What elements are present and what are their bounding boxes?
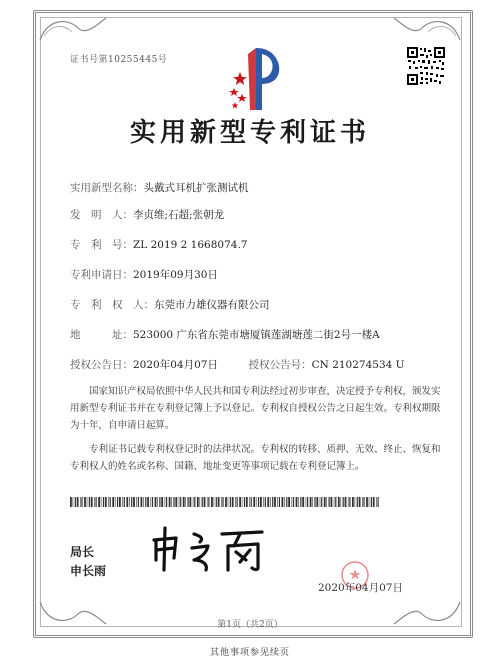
barcode-bar — [96, 497, 97, 507]
barcode-bar — [147, 497, 149, 507]
barcode-bar — [197, 497, 199, 507]
barcode-bar — [190, 497, 192, 507]
signature-date: 2020年04月07日 — [318, 582, 403, 594]
barcode-bar — [124, 497, 125, 507]
barcode-bar — [91, 497, 93, 507]
barcode-bar — [298, 497, 299, 507]
director-title: 局长 — [70, 545, 95, 559]
barcode-bar — [157, 497, 158, 507]
barcode-bar — [260, 497, 262, 507]
barcode-bar — [251, 497, 252, 507]
barcode-bar — [334, 497, 335, 507]
barcode-bar — [277, 497, 278, 507]
barcode-bar — [324, 497, 326, 507]
barcode-bar — [343, 497, 344, 507]
barcode-strip — [70, 497, 380, 507]
barcode-bar — [321, 497, 322, 507]
barcode-bar — [145, 497, 146, 507]
barcode-bar — [133, 497, 135, 507]
barcode-bar — [362, 497, 363, 507]
barcode-bar — [143, 497, 144, 507]
barcode-bar — [355, 497, 356, 507]
barcode-bar — [293, 497, 294, 507]
field-value: 2020年04月07日 — [133, 359, 218, 371]
barcode-bar — [216, 497, 217, 507]
field-grant-date — [70, 357, 405, 372]
barcode-bar — [161, 497, 163, 507]
barcode-bar — [352, 497, 354, 507]
barcode-bar — [376, 497, 377, 507]
field-value: 2019年09月30日 — [133, 269, 218, 281]
barcode-bar — [122, 497, 123, 507]
barcode-bar — [115, 497, 116, 507]
barcode-bar — [180, 497, 181, 507]
barcode-bar — [173, 497, 174, 507]
barcode-bar — [218, 497, 220, 507]
field-patentee — [70, 297, 270, 312]
barcode-bar — [208, 497, 209, 507]
barcode-bar — [228, 497, 229, 507]
barcode-bar — [129, 497, 130, 507]
barcode-bar — [89, 497, 90, 507]
barcode-bar — [246, 497, 248, 507]
barcode-bar — [108, 497, 109, 507]
barcode-bar — [335, 497, 336, 507]
barcode-bar — [270, 497, 271, 507]
field-label: 专利申请日： — [70, 269, 133, 281]
barcode-bar — [282, 497, 284, 507]
barcode-bar — [274, 497, 276, 507]
barcode-bar — [169, 497, 171, 507]
field-inventors — [70, 207, 224, 222]
field-value: 523000 广东省东莞市塘厦镇莲湖塘莲二街2号一楼A — [133, 329, 380, 341]
barcode-bar — [119, 497, 121, 507]
barcode-bar — [253, 497, 255, 507]
barcode-bar — [292, 497, 293, 507]
barcode-bar — [338, 497, 340, 507]
barcode-bar — [73, 497, 74, 507]
grant-statement-paragraph: 国家知识产权局依照中华人民共和国专利法经过初步审查，决定授予专利权，颁发实用新型专利证书并在专利登记簿上予以登记。专利权自授权公告之日起生效。专利权期限为十年，自申请日起算。 — [70, 386, 441, 431]
barcode-bar — [272, 497, 273, 507]
barcode-bar — [207, 497, 208, 507]
barcode-bar — [179, 497, 180, 507]
barcode-bar — [284, 497, 285, 507]
field-label: 地 址： — [70, 329, 133, 341]
barcode-bar — [359, 497, 361, 507]
barcode-bar — [366, 497, 368, 507]
field-label-publication-number: 授权公告号： — [248, 359, 312, 371]
barcode-bar — [329, 497, 330, 507]
barcode-bar — [165, 497, 166, 507]
barcode-bar — [136, 497, 137, 507]
barcode-bar — [312, 497, 313, 507]
barcode-bar — [320, 497, 321, 507]
barcode-bar — [288, 497, 290, 507]
barcode-bar — [348, 497, 349, 507]
field-label: 实用新型名称： — [70, 182, 144, 194]
field-value: 头戴式耳机扩张测试机 — [143, 182, 249, 194]
barcode-bar — [152, 497, 153, 507]
barcode-bar — [222, 497, 223, 507]
field-label: 授权公告日： — [70, 359, 133, 371]
barcode-bar — [242, 497, 243, 507]
barcode-bar — [244, 497, 245, 507]
corner-ornament-top-right — [392, 14, 462, 42]
barcode-bar — [75, 497, 76, 507]
barcode-bar — [232, 497, 234, 507]
corner-ornament-top-left — [38, 14, 108, 42]
barcode-bar — [193, 497, 194, 507]
qr-code-icon — [406, 46, 446, 86]
director-name: 申长雨 — [70, 564, 107, 578]
barcode-bar — [286, 497, 287, 507]
field-value: ZL 2019 2 1668074.7 — [133, 239, 248, 251]
barcode-bar — [326, 497, 327, 507]
barcode-bar — [70, 497, 72, 507]
certificate-title: 实用新型专利证书 — [129, 118, 370, 148]
barcode-bar — [279, 497, 280, 507]
barcode-bar — [211, 497, 213, 507]
barcode-bar — [131, 497, 132, 507]
certificate-number: 证书号第10255445号 — [70, 55, 168, 65]
barcode-bar — [194, 497, 195, 507]
barcode-bar — [94, 497, 95, 507]
barcode-bar — [141, 497, 143, 507]
barcode-bar — [110, 497, 111, 507]
barcode-bar — [371, 497, 372, 507]
barcode-bar — [302, 497, 304, 507]
barcode-bar — [267, 497, 269, 507]
barcode-bar — [159, 497, 160, 507]
barcode-bar — [200, 497, 201, 507]
barcode-bar — [331, 497, 333, 507]
field-utility-model-name — [70, 180, 249, 195]
barcode-bar — [314, 497, 315, 507]
barcode-bar — [77, 497, 79, 507]
barcode-bar — [151, 497, 152, 507]
barcode-bar — [316, 497, 318, 507]
barcode-bar — [258, 497, 259, 507]
barcode-bar — [363, 497, 364, 507]
barcode-bar — [369, 497, 370, 507]
cnipa-logo-icon — [226, 44, 286, 114]
barcode-bar — [235, 497, 236, 507]
barcode-bar — [138, 497, 139, 507]
barcode-bar — [204, 497, 206, 507]
field-label: 发 明 人： — [70, 209, 133, 221]
barcode-bar — [249, 497, 250, 507]
barcode-bar — [183, 497, 185, 507]
barcode-bar — [214, 497, 215, 507]
barcode-bar — [166, 497, 167, 507]
barcode-bar — [345, 497, 347, 507]
barcode-bar — [171, 497, 172, 507]
field-label: 专 利 号： — [70, 239, 133, 251]
barcode-bar — [310, 497, 312, 507]
barcode-bar — [98, 497, 100, 507]
field-value: 李贞维;石超;张朝龙 — [133, 209, 225, 221]
field-patent-number — [70, 237, 247, 252]
barcode-bar — [237, 497, 238, 507]
barcode-bar — [101, 497, 102, 507]
legal-status-paragraph: 专利证书记载专利权登记时的法律状况。专利权的转移、质押、无效、终止、恢复和专利权人的姓名或名称、国籍、地址变更等事项记载在专利登记簿上。 — [70, 444, 441, 472]
barcode-bar — [230, 497, 231, 507]
barcode-bar — [263, 497, 264, 507]
barcode-bar — [80, 497, 81, 507]
field-application-date — [70, 267, 218, 282]
barcode-bar — [357, 497, 358, 507]
barcode-bar — [185, 497, 186, 507]
barcode-bar — [307, 497, 308, 507]
barcode-bar — [341, 497, 342, 507]
barcode-bar — [188, 497, 189, 507]
footer-note: 其他事项参见续页 — [209, 648, 290, 658]
barcode-bar — [225, 497, 227, 507]
barcode-bar — [349, 497, 350, 507]
barcode-bar — [378, 497, 379, 507]
barcode-bar — [239, 497, 241, 507]
barcode-bar — [221, 497, 222, 507]
barcode-bar — [126, 497, 128, 507]
barcode-bar — [175, 497, 177, 507]
barcode-bar — [84, 497, 86, 507]
barcode-bar — [373, 497, 375, 507]
field-address — [70, 327, 380, 342]
barcode-bar — [155, 497, 157, 507]
barcode-bar — [306, 497, 307, 507]
barcode-bar — [256, 497, 257, 507]
barcode-bar — [202, 497, 203, 507]
handwritten-signature — [150, 524, 270, 574]
barcode-bar — [105, 497, 107, 507]
page-number: 第1页（共2页） — [217, 620, 283, 630]
field-value-publication-number: CN 210274534 U — [311, 359, 405, 371]
barcode-bar — [112, 497, 114, 507]
field-value: 东莞市力雄仪器有限公司 — [154, 299, 270, 311]
field-label: 专 利 权 人： — [70, 299, 154, 311]
barcode-bar — [103, 497, 104, 507]
barcode-bar — [117, 497, 118, 507]
barcode-bar — [300, 497, 301, 507]
barcode-bar — [81, 497, 82, 507]
barcode-bar — [265, 497, 266, 507]
barcode-bar — [87, 497, 88, 507]
barcode-bar — [296, 497, 298, 507]
